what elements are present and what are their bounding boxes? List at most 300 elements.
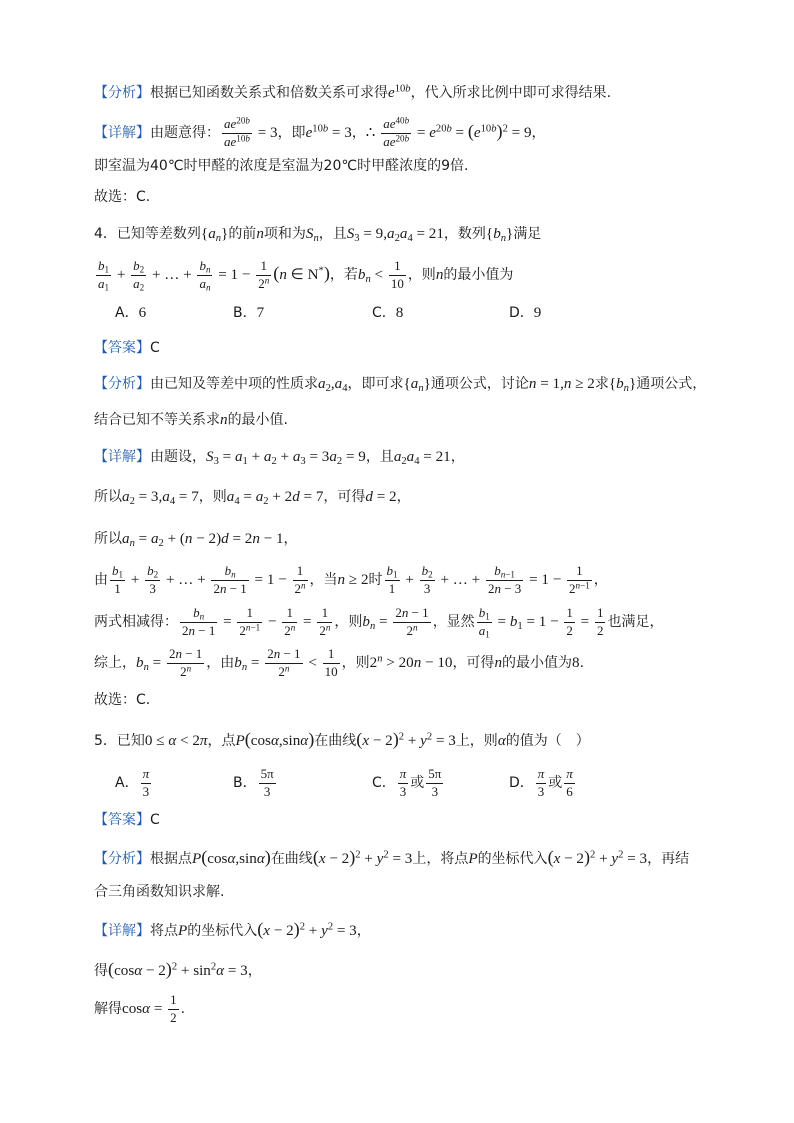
math-variable: n: [301, 579, 306, 590]
fraction-numerator: [222, 116, 252, 132]
fraction: [317, 605, 332, 639]
math-text: = 1 −: [525, 572, 566, 588]
q4-detail-line-4: [94, 560, 608, 600]
math-variable: b: [245, 132, 250, 143]
fraction-numerator: [486, 563, 523, 579]
superscript: [265, 275, 270, 285]
fraction-denominator: [110, 580, 125, 597]
text-run: 根据点: [150, 851, 192, 867]
text-run: 解得: [94, 1001, 122, 1017]
fraction: [385, 563, 400, 597]
text-run: .: [180, 1001, 186, 1017]
q4-option-c: [372, 293, 403, 333]
fraction-denominator: [145, 580, 160, 597]
text-run: 综上，: [94, 655, 136, 671]
math-text: =: [247, 655, 264, 671]
fraction-numerator: [564, 766, 575, 782]
math-text: = 21: [412, 226, 444, 242]
text-run: B．: [233, 775, 257, 791]
fraction: [564, 766, 575, 800]
math-variable: y: [321, 923, 328, 939]
math-variable: P: [468, 851, 478, 867]
superscript: [236, 116, 250, 126]
fraction: [323, 646, 340, 680]
math-variable: b: [509, 614, 518, 630]
math-text: +: [276, 449, 293, 465]
fraction: [96, 258, 111, 292]
text-run: ，且: [365, 449, 394, 465]
math-variable: b: [493, 226, 501, 242]
math-variable: x: [553, 851, 561, 867]
fraction: [180, 605, 217, 639]
math-variable: α: [270, 733, 279, 749]
math-variable: ae: [224, 116, 237, 132]
math-text: 2: [170, 1009, 177, 1025]
math-variable: a: [150, 531, 159, 547]
fraction-denominator: [426, 783, 443, 800]
fraction: [393, 605, 430, 639]
math-text: +: [305, 923, 322, 939]
math-text: 1: [104, 282, 110, 293]
math-text: =: [576, 614, 593, 630]
math-variable: n: [290, 621, 296, 632]
math-text: 1: [260, 258, 267, 274]
text-run: ，则: [334, 614, 363, 630]
subscript: [501, 570, 515, 580]
math-variable: d: [292, 489, 300, 505]
fraction: [282, 605, 297, 639]
math-variable: n: [215, 232, 222, 244]
q4-detail-line-2: [94, 477, 411, 517]
math-bracket: ): [392, 729, 399, 749]
math-variable: P: [235, 733, 245, 749]
subscript: [485, 612, 490, 622]
math-text: 2: [596, 622, 604, 638]
math-text: = 2: [372, 489, 397, 505]
math-text: 2: [263, 495, 269, 507]
math-text: +: [404, 733, 421, 749]
math-text: {: [403, 376, 411, 392]
math-bracket: ): [583, 847, 591, 867]
fraction-numerator: [131, 258, 146, 274]
q5-option-a: [115, 763, 153, 803]
text-run: 根据已知函数关系式和倍数关系可求得: [150, 85, 388, 101]
text-run: 或: [410, 775, 425, 791]
math-bracket: (: [108, 959, 115, 979]
math-text: = 21: [419, 449, 451, 465]
fraction: [145, 563, 160, 597]
math-text: 1: [517, 620, 523, 632]
math-variable: n: [401, 605, 409, 621]
math-text: 4: [234, 495, 240, 507]
math-text: }: [628, 376, 637, 392]
math-text: 1: [393, 569, 398, 580]
math-text: cos: [207, 851, 228, 867]
q4-stem-line-2: [94, 253, 513, 293]
fraction-denominator: [265, 663, 302, 680]
superscript: [436, 124, 452, 135]
section-label: 【分析】: [94, 85, 150, 101]
fraction-numerator: [168, 992, 179, 1008]
q5-analysis-line-2: [94, 872, 224, 912]
math-text: = 7: [175, 489, 199, 505]
math-text: + 2: [268, 489, 293, 505]
math-text: 1: [118, 569, 124, 580]
q4-choice: [94, 680, 150, 720]
math-variable: n: [219, 580, 227, 596]
math-text: 2: [299, 921, 306, 933]
fraction-numerator: [167, 646, 204, 662]
math-variable: a: [226, 489, 235, 505]
text-run: ，即可求: [347, 376, 404, 392]
math-text: 2: [139, 264, 145, 275]
math-bracket: (: [547, 847, 554, 867]
text-run: ，: [531, 125, 546, 141]
math-variable: n: [245, 621, 251, 632]
math-text: {: [485, 226, 494, 242]
math-variable: n: [494, 655, 502, 671]
math-text: ,sin: [278, 733, 301, 749]
math-text: − 1: [181, 646, 203, 662]
math-bracket: ): [165, 959, 172, 979]
math-text: 3: [537, 783, 545, 799]
math-variable: x: [263, 923, 271, 939]
text-run: 故选：C.: [94, 189, 151, 205]
q4-option-b: [233, 293, 264, 333]
fraction-numerator: [317, 605, 332, 621]
math-text: +: [127, 572, 144, 588]
math-text: 10: [236, 132, 246, 143]
math-variable: n: [365, 273, 371, 285]
math-variable: a: [133, 275, 140, 291]
math-variable: n: [220, 412, 228, 428]
math-text: 4: [169, 495, 176, 507]
fraction: [141, 766, 152, 800]
fraction-denominator: [536, 783, 547, 800]
math-variable: S: [346, 226, 355, 242]
math-text: =: [134, 531, 151, 547]
math-variable: π: [537, 766, 545, 782]
superscript: [301, 580, 306, 590]
q5-detail-line-3: [94, 989, 185, 1029]
math-variable: b: [147, 563, 154, 579]
math-text: 2: [153, 569, 159, 580]
math-variable: a: [234, 449, 243, 465]
fraction-numerator: [389, 258, 406, 274]
subscript: [428, 570, 433, 580]
text-run: A．: [115, 305, 139, 321]
q4-option-d: [509, 293, 541, 333]
math-variable: n: [284, 662, 290, 673]
q4-detail-line-5: [94, 602, 663, 642]
superscript: [285, 663, 290, 673]
math-variable: x: [362, 733, 370, 749]
math-variable: n: [337, 572, 346, 588]
text-run: 的最小值为: [502, 655, 572, 671]
math-variable: a: [406, 449, 415, 465]
math-variable: n: [199, 611, 205, 622]
math-variable: b: [98, 258, 105, 274]
text-run: 两式相减得：: [94, 614, 178, 630]
text-run: ，数列: [443, 226, 486, 242]
math-text: 3: [431, 783, 439, 799]
math-variable: a: [162, 489, 170, 505]
fraction-numerator: [237, 605, 262, 621]
fraction-denominator: [168, 1009, 179, 1026]
fraction-denominator: [323, 663, 340, 680]
math-text: ≥ 2: [571, 376, 595, 392]
fraction: [256, 258, 271, 292]
fraction-numerator: [282, 605, 297, 621]
math-text: ,: [330, 376, 335, 392]
math-text: − 1: [408, 605, 429, 621]
fraction: [426, 766, 443, 800]
math-text: − 2: [270, 923, 294, 939]
math-variable: a: [122, 489, 130, 505]
math-text: 2: [271, 455, 277, 467]
text-run: ，再结: [647, 851, 690, 867]
math-text: 2: [182, 622, 189, 638]
fraction-denominator: [131, 275, 146, 292]
superscript: [291, 622, 296, 632]
fraction: [293, 563, 308, 597]
math-variable: n: [563, 376, 572, 392]
math-text: 1: [286, 605, 293, 621]
math-variable: a: [122, 531, 130, 547]
fraction-numerator: [536, 766, 547, 782]
superscript: [395, 133, 409, 143]
text-run: ，当: [309, 572, 338, 588]
math-variable: ae: [224, 133, 237, 149]
subscript: [140, 265, 145, 275]
text-run: 故选：C.: [94, 692, 151, 708]
text-run: 满足: [513, 226, 542, 242]
subscript: [231, 570, 236, 580]
q4-detail-line-6: [94, 643, 584, 683]
math-variable: n: [623, 382, 629, 394]
math-text: − 2): [192, 531, 222, 547]
math-text: = 1 −: [214, 267, 255, 283]
math-variable: e: [305, 125, 313, 141]
math-variable: ae: [383, 116, 396, 132]
math-bracket: (: [257, 919, 264, 939]
fraction-denominator: [141, 783, 152, 800]
text-run: 即室温为40℃时甲醛的浓度是室温为20℃时甲醛浓度的9倍.: [94, 158, 469, 174]
math-variable: a: [208, 226, 216, 242]
q4-analysis-line-2: [94, 400, 288, 440]
math-variable: n: [494, 580, 501, 596]
math-text: = 3: [253, 125, 278, 141]
math-variable: n: [175, 646, 182, 662]
math-text: 4: [414, 455, 420, 467]
math-variable: n: [205, 264, 211, 275]
text-run: .: [579, 655, 585, 671]
math-text: > 20: [382, 655, 414, 671]
math-variable: a: [318, 376, 326, 392]
text-run: C: [150, 340, 160, 356]
fraction-denominator: [180, 622, 217, 639]
superscript: [395, 84, 411, 95]
math-text: ∈ N: [286, 267, 319, 283]
math-text: 2: [569, 580, 576, 596]
section-label: 【答案】: [94, 812, 150, 828]
math-variable: a: [334, 376, 343, 392]
math-variable: n: [143, 661, 149, 673]
text-run: 也满足，: [607, 614, 664, 630]
text-run: ，: [356, 923, 371, 939]
math-variable: n: [575, 579, 581, 590]
math-variable: a: [393, 449, 402, 465]
fraction: [197, 258, 212, 292]
math-text: 3: [213, 455, 219, 467]
text-run: 或: [548, 775, 563, 791]
math-variable: b: [616, 376, 624, 392]
math-variable: b: [224, 563, 232, 579]
math-text: 2: [428, 569, 433, 580]
section-label: 【分析】: [94, 851, 150, 867]
subscript: [119, 570, 124, 580]
math-text: cos: [114, 963, 135, 979]
text-run: 合三角函数知识求解.: [94, 884, 225, 900]
text-run: ，代入所求比例中即可求得结果.: [410, 85, 612, 101]
math-text: 5π: [428, 766, 442, 782]
math-variable: π: [199, 733, 208, 749]
text-run: ，: [593, 572, 608, 588]
math-text: −1: [250, 621, 261, 632]
fraction-numerator: [110, 563, 125, 579]
text-run: 由题设，: [150, 449, 206, 465]
math-text: 10: [394, 83, 406, 95]
fraction-numerator: [197, 258, 212, 274]
math-text: 2: [336, 455, 343, 467]
math-text: 1: [114, 580, 121, 596]
subscript: [105, 265, 110, 275]
math-text: 2: [278, 663, 285, 679]
math-text: 2: [319, 622, 326, 638]
math-text: =: [299, 614, 316, 630]
fraction-denominator: [317, 622, 332, 639]
math-variable: α: [227, 851, 236, 867]
math-text: 20: [395, 132, 405, 143]
text-run: ，若: [329, 267, 358, 283]
math-text: 10: [324, 663, 338, 679]
math-variable: α: [142, 1001, 151, 1017]
text-run: ，则: [198, 489, 227, 505]
q5-stem: [94, 719, 590, 759]
text-run: ，且: [318, 226, 347, 242]
text-run: 在曲线: [314, 733, 357, 749]
math-text: 1: [327, 646, 335, 662]
subscript: [105, 282, 110, 292]
fraction-denominator: [256, 275, 271, 292]
math-variable: n: [413, 655, 422, 671]
math-variable: b: [112, 563, 119, 579]
fraction-numerator: [145, 563, 160, 579]
math-variable: P: [192, 851, 202, 867]
math-text: + sin: [177, 963, 211, 979]
fraction-denominator: [564, 622, 575, 639]
math-text: }: [221, 226, 229, 242]
q5-detail-line-1: [94, 909, 371, 949]
fraction-denominator: [167, 663, 204, 680]
text-run: ，可得: [323, 489, 366, 505]
fraction-denominator: [237, 622, 262, 639]
q5-option-c: [372, 763, 445, 803]
math-text: = 3: [623, 851, 648, 867]
math-variable: n: [264, 274, 270, 285]
subscript: [140, 282, 145, 292]
text-run: 项和为: [263, 226, 306, 242]
text-run: 上，将点: [412, 851, 469, 867]
text-run: ，: [247, 963, 262, 979]
math-variable: n: [500, 569, 506, 580]
math-text: 20: [236, 115, 246, 126]
math-bracket: (: [201, 847, 208, 867]
math-text: 2: [258, 275, 265, 291]
math-text: 2: [618, 849, 624, 861]
math-text: + … +: [162, 572, 210, 588]
superscript: [413, 622, 418, 632]
q5-detail-line-2: [94, 949, 262, 989]
math-text: cos: [122, 1001, 143, 1017]
math-variable: n: [412, 621, 418, 632]
subscript: [206, 265, 211, 275]
fraction: [222, 116, 252, 150]
subscript: [200, 612, 205, 622]
math-bracket: (: [312, 847, 319, 867]
section-label: 【分析】: [94, 376, 150, 392]
math-text: 3: [149, 580, 156, 596]
text-run: ，由: [206, 655, 235, 671]
math-text: *: [318, 265, 324, 277]
fraction-denominator: [477, 622, 492, 639]
math-text: {: [608, 376, 617, 392]
math-variable: b: [362, 614, 370, 630]
text-run: 4．已知等差数列: [94, 226, 201, 242]
math-variable: S: [305, 226, 314, 242]
text-run: 时: [368, 572, 383, 588]
fraction-numerator: [323, 646, 340, 662]
fraction: [167, 646, 204, 680]
q4-detail-line-1: [94, 437, 465, 477]
math-text: − 1: [195, 622, 216, 638]
fraction-denominator: [398, 783, 409, 800]
math-variable: n: [186, 662, 192, 673]
math-text: 3: [300, 455, 306, 467]
math-variable: b: [491, 123, 497, 135]
math-text: 2: [401, 455, 407, 467]
math-text: 2: [406, 622, 413, 638]
text-run: B．: [233, 305, 257, 321]
text-run: 的前: [228, 226, 257, 242]
text-run: 通项公式，: [636, 376, 707, 392]
math-text: 1: [388, 580, 396, 596]
math-variable: n: [256, 226, 264, 242]
fraction-denominator: [385, 580, 400, 597]
fraction-numerator: [180, 605, 217, 621]
subscript: [206, 282, 211, 292]
math-text: = 3: [224, 963, 248, 979]
q5-option-d: [509, 763, 577, 803]
superscript: [326, 622, 331, 632]
math-bracket: (: [467, 121, 474, 141]
math-variable: b: [234, 655, 242, 671]
math-variable: b: [494, 563, 501, 579]
fraction-numerator: [393, 605, 430, 621]
math-bracket: ): [323, 263, 330, 283]
math-text: 2: [267, 646, 274, 662]
math-text: = 3,: [134, 489, 163, 505]
